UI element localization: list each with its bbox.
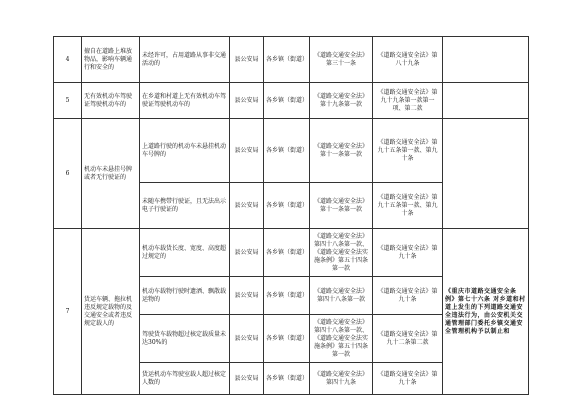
basis-cell: 《道路交通安全法》第四十八条第一款 bbox=[310, 277, 373, 315]
sub-item-cell: 未随车携带行驶证，且无法出示电子行驶证的 bbox=[140, 183, 230, 229]
town-cell: 各乡镇（街道） bbox=[264, 183, 310, 229]
basis-cell: 《道路交通安全法》第四十八条第一款、《道路交通安全法实施条例》第五十四条第一款 bbox=[310, 229, 373, 277]
sub-item-cell: 机动车载物行驶时遗洒、飘散载运物的 bbox=[140, 277, 230, 315]
penalty-cell: 《道路交通安全法》第八十九条 bbox=[373, 37, 443, 83]
basis-cell: 《道路交通安全法》第四十八条第一款、《道路交通安全法实施条例》第五十四条第一款 bbox=[310, 315, 373, 363]
sub-item-cell: 机动车载货长度、宽度、高度超过规定的 bbox=[140, 229, 230, 277]
table-row bbox=[54, 83, 529, 119]
town-cell: 各乡镇（街道） bbox=[264, 363, 310, 395]
penalty-cell: 《道路交通安全法》第九十五条第一款、第九十条 bbox=[373, 119, 443, 183]
table-row bbox=[54, 229, 529, 277]
department-cell: 县公安局 bbox=[230, 315, 264, 363]
town-cell: 各乡镇（街道） bbox=[264, 37, 310, 83]
row-number: 5 bbox=[54, 83, 82, 119]
sub-item-cell: 货运机动车驾驶室载人超过核定人数的 bbox=[140, 363, 230, 395]
department-cell: 县公安局 bbox=[230, 183, 264, 229]
sub-item-cell: 未经许可，占用道路从事非交通活动的 bbox=[140, 37, 230, 83]
penalty-cell: 《道路交通安全法》第九十条 bbox=[373, 277, 443, 315]
basis-cell: 《道路交通安全法》第十一条第一款 bbox=[310, 183, 373, 229]
basis-cell: 《道路交通安全法》第三十一条 bbox=[310, 37, 373, 83]
department-cell: 县公安局 bbox=[230, 277, 264, 315]
violation-cell: 无有效机动车驾驶证驾驶机动车的 bbox=[82, 83, 140, 119]
penalty-cell: 《道路交通安全法》第九十条 bbox=[373, 229, 443, 277]
basis-cell: 《道路交通安全法》第十九条第一款 bbox=[310, 83, 373, 119]
table-row bbox=[54, 37, 529, 83]
sub-item-cell: 在乡道和村道上无有效机动车驾驶证驾驶机动车的 bbox=[140, 83, 230, 119]
note-cell bbox=[443, 83, 529, 119]
department-cell: 县公安局 bbox=[230, 37, 264, 83]
town-cell: 各乡镇（街道） bbox=[264, 229, 310, 277]
violation-cell: 机动车未悬挂号牌或者无行驶证的 bbox=[82, 119, 140, 229]
row-number: 7 bbox=[54, 229, 82, 395]
note-cell bbox=[443, 37, 529, 83]
basis-cell: 《道路交通安全法》第四十九条 bbox=[310, 363, 373, 395]
violation-cell: 擅自在道路上堆放物品，影响车辆通行和安全的 bbox=[82, 37, 140, 83]
note-cell bbox=[443, 119, 529, 229]
town-cell: 各乡镇（街道） bbox=[264, 315, 310, 363]
department-cell: 县公安局 bbox=[230, 363, 264, 395]
town-cell: 各乡镇（街道） bbox=[264, 119, 310, 183]
penalty-cell: 《道路交通安全法》第九十五条第一款、第九十条 bbox=[373, 183, 443, 229]
violation-cell: 货运车辆、拖拉机违反规定载物的及交通安全或者违反规定载人的 bbox=[82, 229, 140, 395]
note-cell: 《重庆市道路交通安全条例》第七十六条 对乡道和村道上发生的下列道路交通安全违法行为，由公安机关交通管理部门委托乡镇交通安全管理机构予以制止和 bbox=[443, 229, 529, 395]
basis-cell: 《道路交通安全法》第十一条第一款 bbox=[310, 119, 373, 183]
regulation-table bbox=[53, 36, 529, 395]
sub-item-cell: 驾驶货车载物超过核定载质量未达30%的 bbox=[140, 315, 230, 363]
department-cell: 县公安局 bbox=[230, 83, 264, 119]
table-row bbox=[54, 119, 529, 183]
row-number: 4 bbox=[54, 37, 82, 83]
town-cell: 各乡镇（街道） bbox=[264, 277, 310, 315]
penalty-cell: 《道路交通安全法》第九十条 bbox=[373, 363, 443, 395]
penalty-cell: 《道路交通安全法》第九十九条第一款第一项、第二款 bbox=[373, 83, 443, 119]
penalty-cell: 《道路交通安全法》第九十二条第二款 bbox=[373, 315, 443, 363]
sub-item-cell: 上道路行驶的机动车未悬挂机动车号牌的 bbox=[140, 119, 230, 183]
row-number: 6 bbox=[54, 119, 82, 229]
department-cell: 县公安局 bbox=[230, 229, 264, 277]
department-cell: 县公安局 bbox=[230, 119, 264, 183]
town-cell: 各乡镇（街道） bbox=[264, 83, 310, 119]
